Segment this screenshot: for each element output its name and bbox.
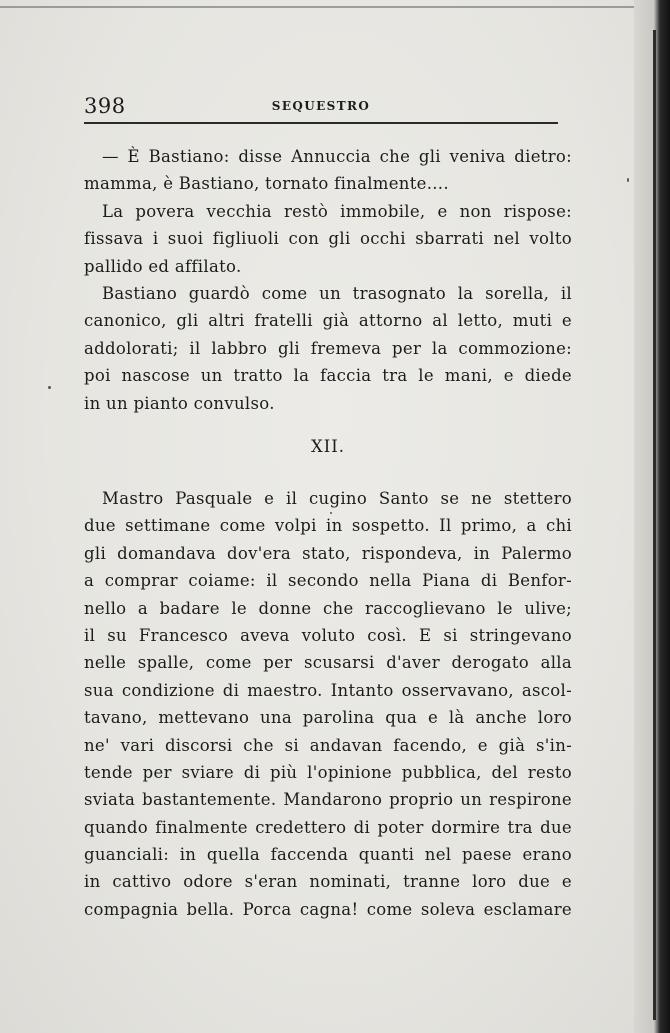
top-edge-line [0, 6, 670, 8]
text-line: sua condizione di maestro. Intanto osservavano, ascol- [84, 680, 572, 700]
text-line: sviata bastantemente. Mandarono proprio un respirone [84, 790, 572, 810]
paragraph [84, 143, 572, 198]
text-line: Mastro Pasquale e il cugino Santo se ne stettero [102, 489, 572, 508]
paragraph [84, 198, 572, 280]
text-block-after-heading [84, 485, 572, 923]
page-header [84, 92, 558, 122]
print-speck [330, 512, 332, 514]
text-line: guanciali: in quella faccenda quanti nel paese erano [84, 845, 572, 865]
print-speck [627, 178, 629, 182]
book-binding-edge [634, 0, 670, 1033]
text-line: fissava i suoi figliuoli con gli occhi sbarrati nel volto [84, 229, 572, 249]
text-line: ne' vari discorsi che si andavan facendo, e già s'in- [84, 735, 572, 755]
text-line: — È Bastiano: disse Annuccia che gli veniva dietro: [102, 147, 572, 166]
page-number: 398 [84, 94, 126, 118]
text-line: in un pianto convulso. [84, 393, 275, 413]
text-line: nelle spalle, come per scusarsi d'aver derogato alla [84, 653, 572, 673]
text-line: il su Francesco aveva voluto così. E si stringevano [84, 625, 572, 645]
text-line: poi nascose un tratto la faccia tra le mani, e diede [84, 366, 572, 386]
text-line: gli domandava dov'era stato, rispondeva, in Palermo [84, 543, 572, 563]
text-line: addolorati; il labbro gli fremeva per la commozione: [84, 338, 572, 358]
text-line: canonico, gli altri fratelli già attorno al letto, muti e [84, 311, 572, 331]
running-title: SEQUESTRO [271, 99, 371, 113]
paragraph [84, 280, 572, 417]
text-block-before-heading [84, 143, 572, 417]
text-line: La povera vecchia restò immobile, e non rispose: [102, 201, 572, 221]
text-line: in cattivo odore s'eran nominati, tranne loro due e [84, 872, 572, 892]
header-rule [84, 122, 558, 124]
paragraph [84, 485, 572, 923]
print-speck [48, 386, 51, 389]
text-line: nello a badare le donne che raccoglievano le ulive; [84, 598, 572, 618]
text-line: due settimane come volpi in sospetto. Il primo, a chi [84, 516, 572, 536]
text-line: compagnia bella. Porca cagna! come soleva esclamare [84, 899, 572, 919]
text-line: Bastiano guardò come un trasognato la sorella, il [102, 283, 572, 303]
text-line: tende per sviare di più l'opinione pubblica, del resto [84, 762, 572, 782]
text-line: a comprar coiame: il secondo nella Piana di Benfor- [84, 571, 572, 591]
section-heading: XII. [310, 437, 346, 456]
text-line: mamma, è Bastiano, tornato finalmente.... [84, 174, 449, 194]
text-line: quando finalmente credettero di poter dormire tra due [84, 817, 572, 837]
text-line: tavano, mettevano una parolina qua e là anche loro [84, 708, 572, 728]
text-line: pallido ed affilato. [84, 256, 242, 276]
binding-shadow-line [653, 30, 656, 1020]
